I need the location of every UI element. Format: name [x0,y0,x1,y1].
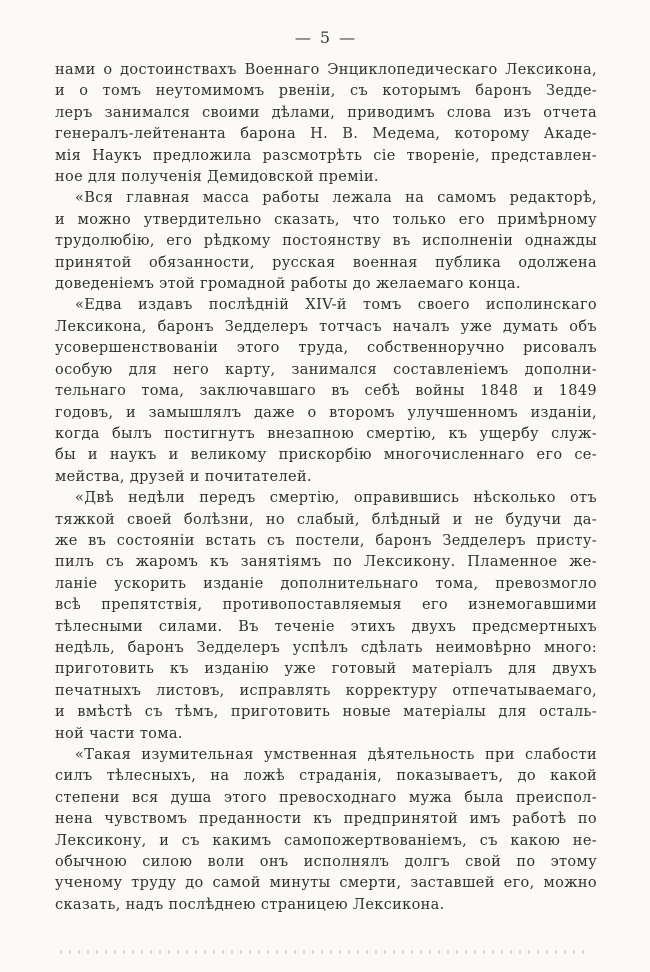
text-line: силъ тѣлесныхъ, на ложѣ страданія, показываетъ, до какой [55,768,597,785]
text-line: тяжкой своей болѣзни, но слабый, блѣдный и не будучи да- [55,511,597,528]
text-line: когда былъ постигнутъ внезапною смертію, къ ущербу служ- [55,425,597,442]
text-line: особую для него карту, занимался составленіемъ дополни- [55,361,597,378]
text-line: и можно утвердительно сказать, что только его примѣрному [55,211,597,228]
text-line: недѣль, баронъ Зедделеръ успѣлъ сдѣлать неимовѣрно много: [55,639,597,656]
text-line: «Двѣ недѣли передъ смертію, оправившись нѣсколько отъ [75,490,597,507]
text-line: бы и наукъ и великому прискорбію многочисленнаго его се- [55,447,597,464]
text-line: принятой обязанности, русская военная публика одолжена [55,254,597,271]
text-line: ное для полученія Демидовской преміи. [55,169,379,186]
text-line: Лексикону, и съ какимъ самопожертвованіемъ, съ какою не- [55,832,597,849]
text-line: приготовить къ изданію уже готовый матеріалъ для двухъ [55,661,597,678]
paragraph [55,188,597,295]
text-line: ной части тома. [55,725,183,742]
text-line: генералъ-лейтенанта барона Н. В. Медема, которому Акаде- [55,126,597,143]
text-line: тѣлесными силами. Въ теченіе этихъ двухъ предсмертныхъ [55,618,597,635]
text-line: же въ состояніи встать съ постели, баронъ Зедделеръ присту- [55,532,597,549]
page-text [55,60,597,916]
text-line: обычною силою воли онъ исполнялъ долгъ свой по этому [55,854,597,871]
text-line: «Вся главная масса работы лежала на самомъ редакторѣ, [75,190,597,207]
text-line: годовъ, и замышлялъ даже о второмъ улучшенномъ изданіи, [55,404,597,421]
text-line: нена чувствомъ преданности къ предпринятой имъ работѣ по [55,811,597,828]
text-line: мейства, друзей и почитателей. [55,468,312,485]
text-line: нами о достоинствахъ Военнаго Энциклопедическаго Лексикона, [55,62,597,78]
text-line: Лексикона, баронъ Зедделеръ тотчасъ началъ уже думать объ [55,318,597,335]
text-line: и вмѣстѣ съ тѣмъ, приготовить новые матеріалы для осталь- [55,704,597,721]
text-line: печатныхъ листовъ, исправлять корректуру отпечатываемаго, [55,682,597,699]
paragraph [55,60,597,188]
scan-artifact-dots [60,950,590,954]
text-line: пилъ съ жаромъ къ занятіямъ по Лексикону. Пламенное же- [55,554,597,571]
paragraph [55,488,597,745]
text-line: леръ занимался своими дѣлами, приводимъ слова изъ отчета [55,104,597,121]
text-line: «Такая изумительная умственная дѣятельность при слабости [75,747,597,763]
text-line: степени вся душа этого превосходнаго мужа была преиспол- [55,789,597,806]
text-line: «Едва издавъ послѣдній XIV-й томъ своего исполинскаго [75,297,597,314]
text-line: всѣ препятствія, противопоставляемыя его изнемогавшими [55,597,597,614]
page-number: — 5 — [294,28,358,47]
text-line: ланіе ускорить изданіе дополнительнаго тома, превозмогло [55,575,597,592]
paragraph [55,295,597,488]
text-line: трудолюбію, его рѣдкому постоянству въ исполненіи однажды [55,233,597,250]
text-line: сказать, надъ послѣднею страницею Лексикона. [55,896,445,913]
text-line: доведеніемъ этой громадной работы до желаемаго конца. [55,276,521,293]
text-line: усовершенствованіи этого труда, собственноручно рисовалъ [55,340,597,357]
text-line: ученому труду до самой минуты смерти, заставшей его, можно [55,875,597,892]
text-line: тельнаго тома, заключавшаго въ себѣ войны 1848 и 1849 [55,383,597,400]
paragraph [55,745,597,916]
text-line: мія Наукъ предложила разсмотрѣть сіе твореніе, представлен- [55,147,597,164]
text-line: и о томъ неутомимомъ рвеніи, съ которымъ баронъ Зедде- [55,83,597,100]
